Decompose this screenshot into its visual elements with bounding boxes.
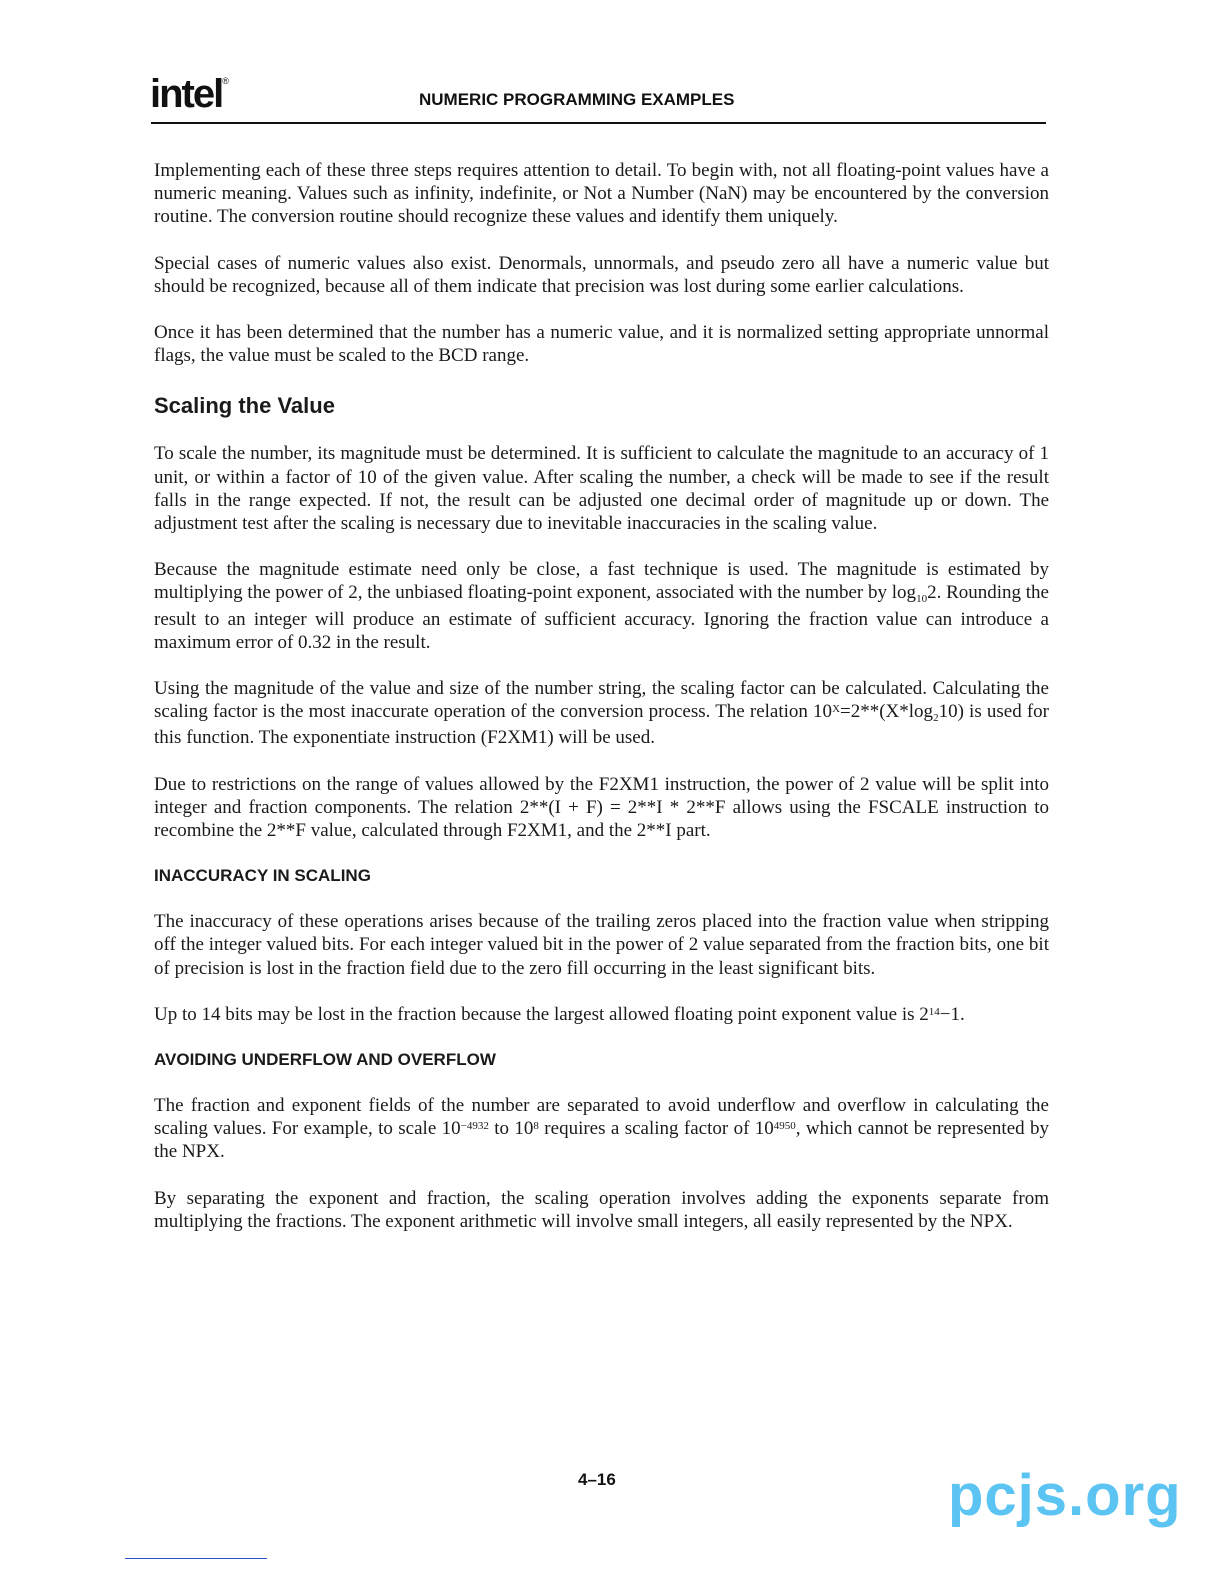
logo-text: intel bbox=[150, 72, 223, 116]
scaling-paragraph-1: To scale the number, its magnitude must be determined. It is sufficient to calculate the magnitude to an accuracy of 1 unit, or within a factor of 10 of the given value. After scaling the number, a check will be made to see if the result falls in the range expected. If not, the result can be adjusted one decimal order of magnitude up or down. The adjustment test after the scaling is necessary due to inevitable inaccuracies in the scaling value. bbox=[154, 443, 1049, 535]
intro-paragraph-1: Implementing each of these three steps requires attention to detail. To begin with, not all floating-point values have a numeric meaning. Values such as infinity, indefinite, or Not a Number (NaN) may be encountered by the conversion routine. The conversion routine should recognize these values and identify them uniquely. bbox=[154, 160, 1049, 228]
page-header-title: NUMERIC PROGRAMMING EXAMPLES bbox=[419, 90, 735, 109]
registered-mark: ® bbox=[222, 76, 229, 86]
subheading-underflow: AVOIDING UNDERFLOW AND OVERFLOW bbox=[154, 1050, 496, 1070]
scaling-paragraph-4: Due to restrictions on the range of values allowed by the F2XM1 instruction, the power of 2 value will be split into integer and fraction components. The relation 2**(I + F) = 2**I * 2**F allows using the FSCALE instruction to recombine the 2**F value, calculated through F2XM1, and the 2**I part. bbox=[154, 773, 1049, 842]
underflow-paragraph-1: The fraction and exponent fields of the number are separated to avoid underflow and overflow in calculating the scaling values. For example, to scale $10^{-4932}$ to $10^8$ requires a scaling factor of $10^{4950}$, which cannot be represented by the NPX. bbox=[154, 1095, 1050, 1163]
page-number: 4–16 bbox=[578, 1470, 616, 1489]
scaling-paragraph-3: Using the magnitude of the value and size of the number string, the scaling factor can be calculated. Calculating the scaling factor is the most inaccurate operation of the conversion process. The relation $10^X=2**(X*\log_210)$ is used for this function. The exponentiate instruction (F2XM1) will be used. bbox=[154, 678, 1049, 749]
intro-paragraph-2: Special cases of numeric values also exist. Denormals, unnormals, and pseudo zero all have a numeric value but should be recognized, because all of them indicate that precision was lost during some earlier calculations. bbox=[154, 252, 1049, 297]
scaling-paragraph-2: Because the magnitude estimate need only be close, a fast technique is used. The magnitude is estimated by multiplying the power of 2, the unbiased floating-point exponent, associated with the number by $\log_{10}2$. Rounding the result to an integer will produce an estimate of sufficient accuracy. Ignoring the fraction value can introduce a maximum error of 0.32 in the result. bbox=[154, 559, 1049, 653]
section-heading-scaling: Scaling the Value bbox=[154, 393, 335, 419]
inaccuracy-paragraph-2: Up to 14 bits may be lost in the fraction because the largest allowed floating point exponent value is $2^{14}-1$. bbox=[154, 1003, 965, 1025]
pcjs-watermark: pcjs.org bbox=[948, 1463, 1182, 1528]
underflow-paragraph-2: By separating the exponent and fraction, the scaling operation involves adding the exponents separate from multiplying the fractions. The exponent arithmetic will involve small integers, all easily represented by the NPX. bbox=[154, 1187, 1049, 1232]
inaccuracy-paragraph-1: The inaccuracy of these operations arises because of the trailing zeros placed into the fraction value when stripping off the integer valued bits. For each integer valued bit in the power of 2 value separated from the fraction bits, one bit of precision is lost in the fraction field due to the zero fill occurring in the least significant bits. bbox=[154, 911, 1049, 979]
page-body bbox=[154, 159, 1049, 1256]
intel-logo bbox=[150, 72, 229, 117]
header-rule bbox=[151, 122, 1046, 124]
bottom-edge-line bbox=[125, 1558, 267, 1559]
subheading-inaccuracy: INACCURACY IN SCALING bbox=[154, 866, 371, 886]
intro-paragraph-3: Once it has been determined that the number has a numeric value, and it is normalized setting appropriate unnormal flags, the value must be scaled to the BCD range. bbox=[154, 322, 1049, 367]
